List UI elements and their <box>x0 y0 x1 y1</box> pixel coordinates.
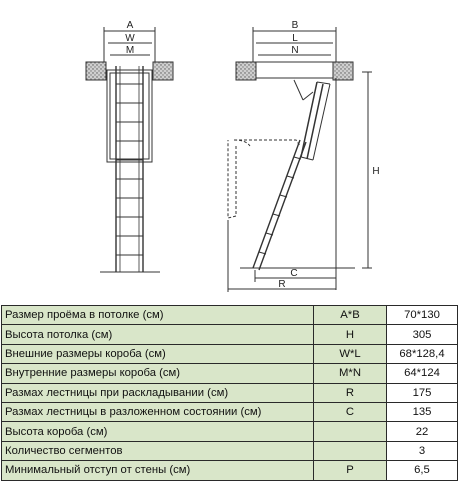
row-symbol: R <box>314 383 387 402</box>
table-row <box>2 344 458 363</box>
row-label: Высота потолка (см) <box>2 325 314 344</box>
table-row <box>2 383 458 402</box>
row-symbol: M*N <box>314 364 387 383</box>
row-symbol <box>314 422 387 441</box>
row-value: 6,5 <box>387 461 458 480</box>
row-symbol: H <box>314 325 387 344</box>
row-label: Внутренние размеры короба (см) <box>2 364 314 383</box>
row-value: 3 <box>387 441 458 460</box>
row-value: 135 <box>387 402 458 421</box>
row-label: Внешние размеры короба (см) <box>2 344 314 363</box>
row-value: 22 <box>387 422 458 441</box>
table-row <box>2 402 458 421</box>
table-row <box>2 441 458 460</box>
dim-label-w: W <box>125 33 135 44</box>
table-row <box>2 364 458 383</box>
dim-label-b: B <box>291 20 299 31</box>
row-label: Размах лестницы в разложенном состоянии (см) <box>2 402 314 421</box>
row-value: 175 <box>387 383 458 402</box>
dim-label-h: H <box>372 166 380 177</box>
row-label: Высота короба (см) <box>2 422 314 441</box>
table-row <box>2 325 458 344</box>
row-label: Размах лестницы при раскладывании (см) <box>2 383 314 402</box>
dim-label-n: N <box>291 45 299 56</box>
row-label: Размер проёма в потолке (см) <box>2 306 314 325</box>
row-symbol <box>314 441 387 460</box>
spec-table <box>1 305 458 481</box>
row-value: 68*128,4 <box>387 344 458 363</box>
row-symbol: P <box>314 461 387 480</box>
front-view <box>86 27 173 272</box>
row-value: 70*130 <box>387 306 458 325</box>
row-symbol: C <box>314 402 387 421</box>
table-row <box>2 422 458 441</box>
row-label: Количество сегментов <box>2 441 314 460</box>
dim-label-l: L <box>292 33 298 44</box>
row-label: Минимальный отступ от стены (см) <box>2 461 314 480</box>
dim-label-m: M <box>125 45 135 56</box>
table-row <box>2 461 458 480</box>
dim-label-c: C <box>290 268 298 279</box>
row-value: 305 <box>387 325 458 344</box>
spec-table-body <box>2 306 458 481</box>
row-symbol: W*L <box>314 344 387 363</box>
table-row <box>2 306 458 325</box>
dim-label-a: A <box>126 20 134 31</box>
side-view <box>228 27 372 292</box>
row-symbol: A*B <box>314 306 387 325</box>
dim-label-r: R <box>278 279 286 290</box>
row-value: 64*124 <box>387 364 458 383</box>
